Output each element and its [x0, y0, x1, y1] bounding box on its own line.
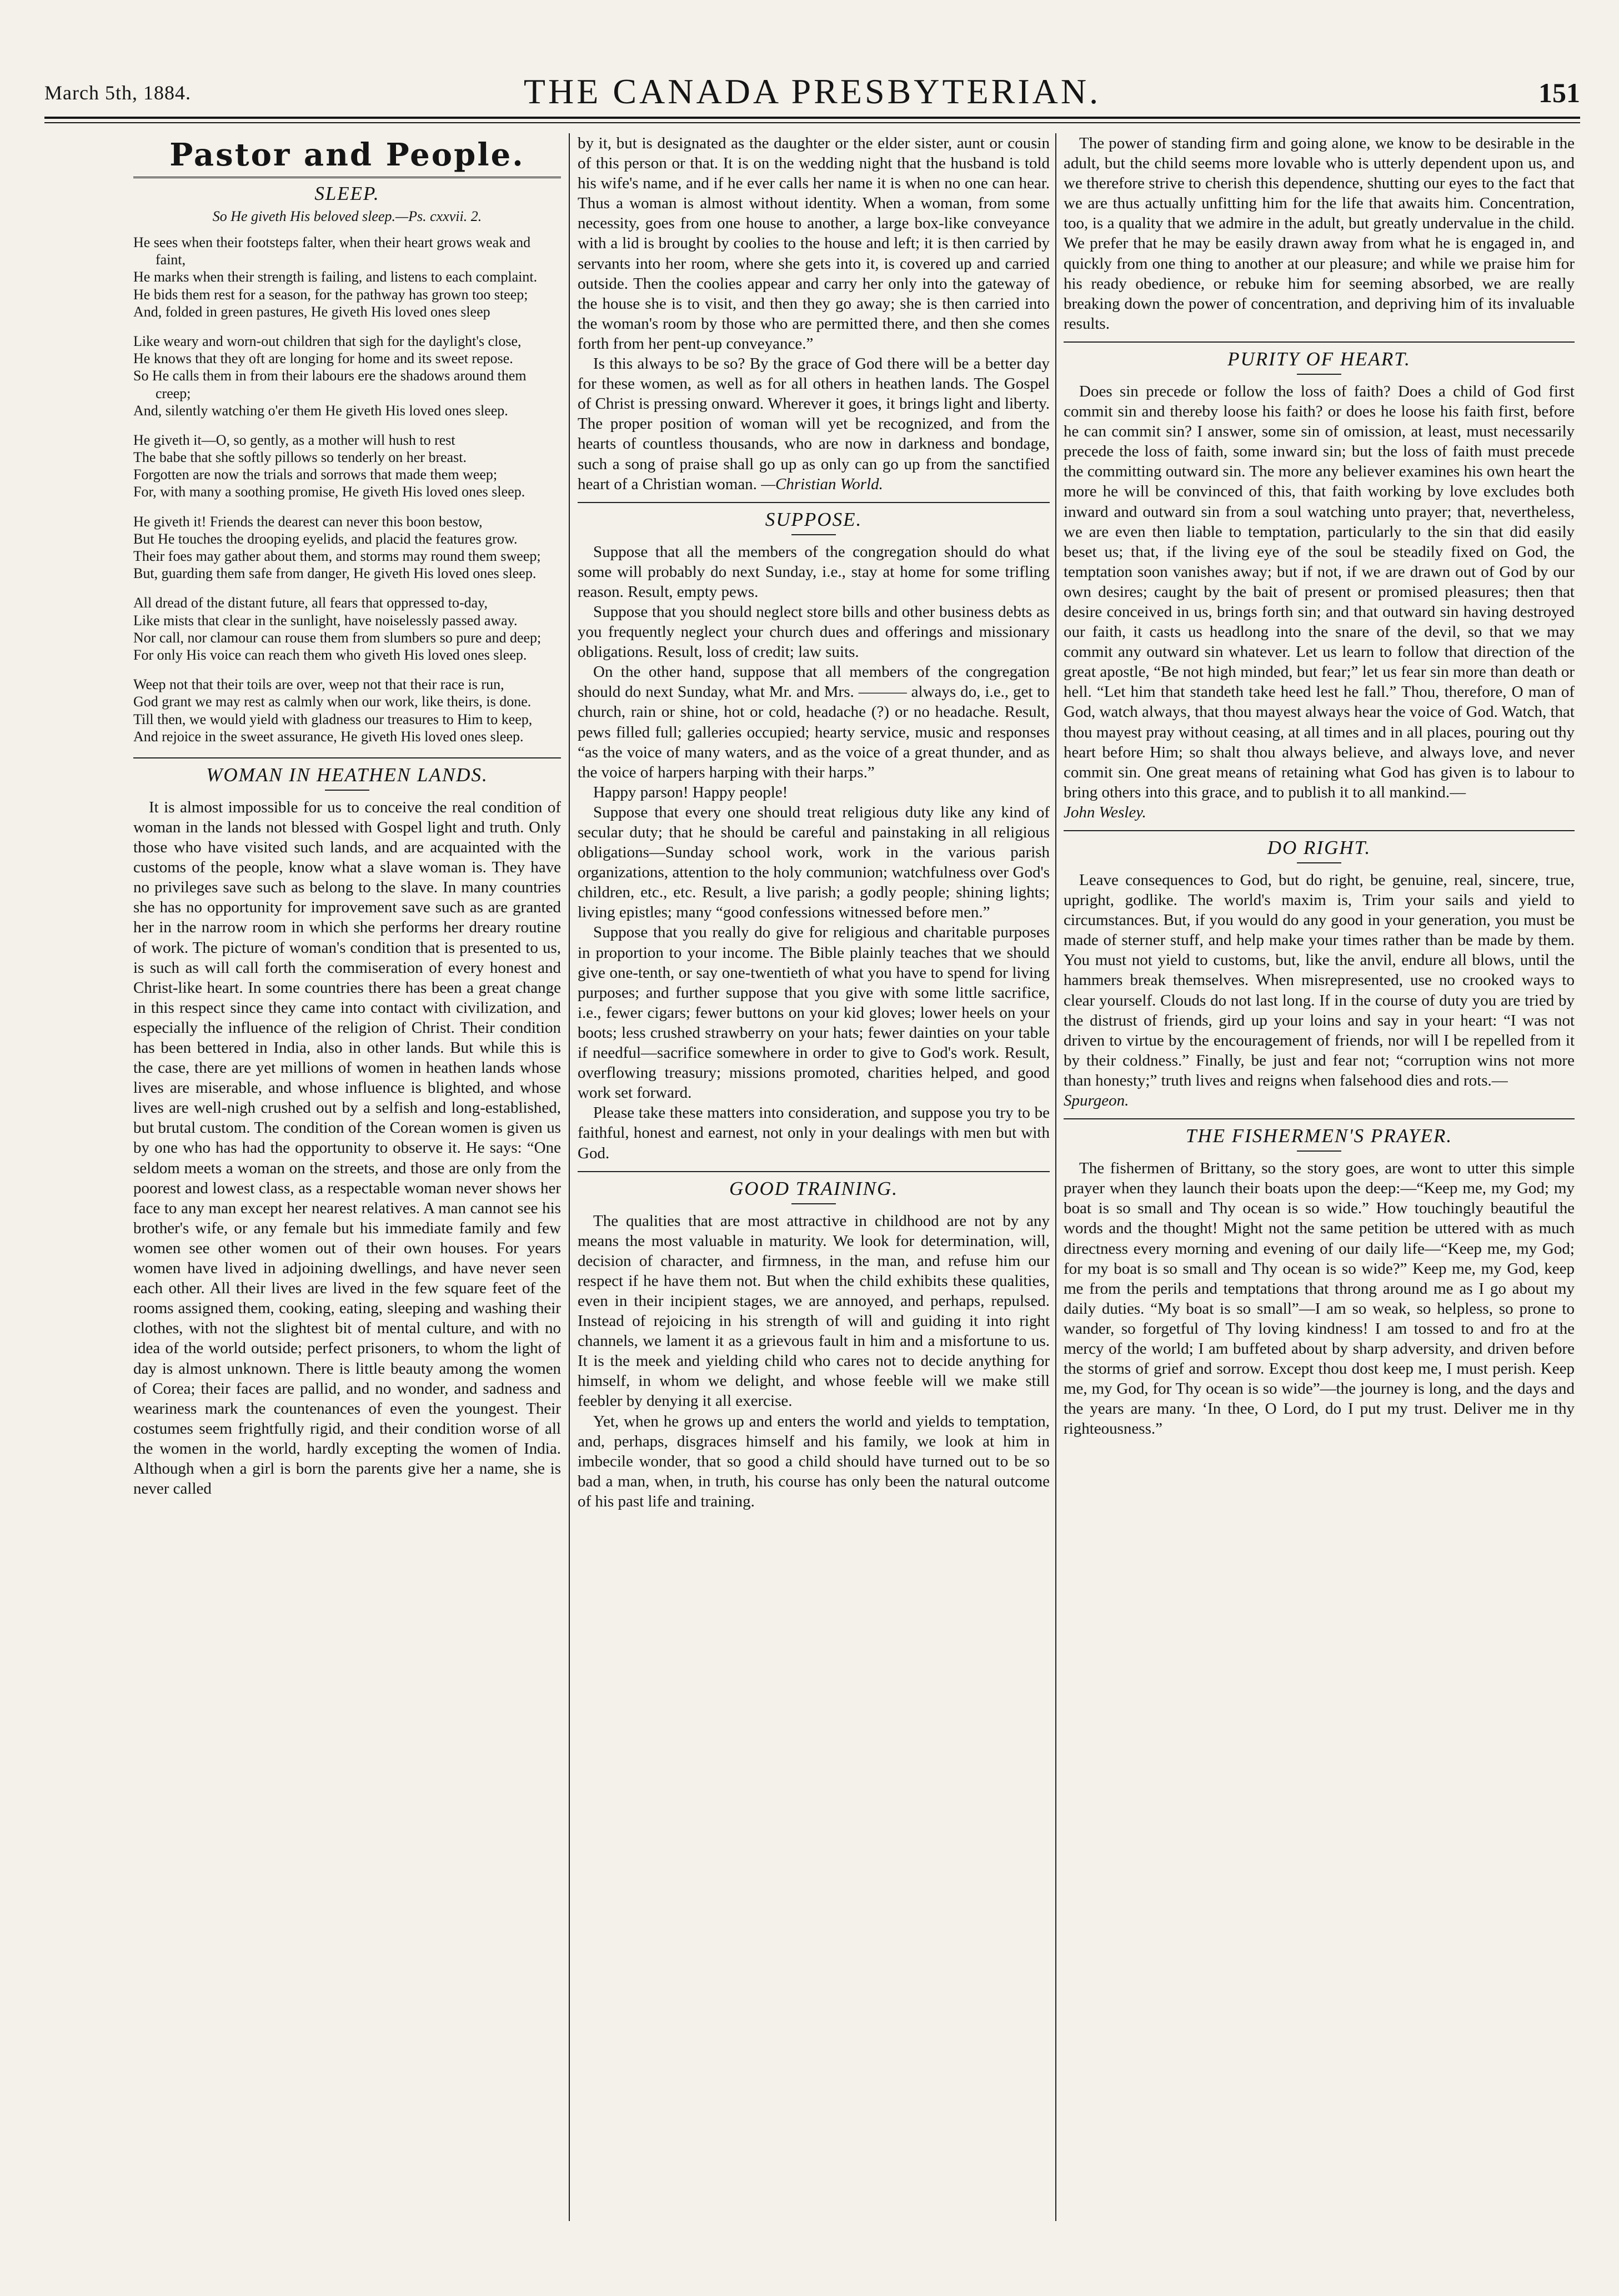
page-number: 151 [1538, 77, 1580, 108]
article-woman-continued [578, 133, 1050, 494]
title-rule [1297, 374, 1341, 375]
column-2 [578, 133, 1050, 2221]
column-1 [133, 133, 561, 2221]
paragraph: by it, but is designated as the daughter or the elder sister, aunt or cousin of this person or that. It is on the wedding night that the husband is told his wife's name, and if he ever calls her name it is when no one can hear. Thus a woman is almost without identity. When a woman, from some necessity, goes from one house to another, a large box-like conveyance with a lid is brought by coolies to the house and left; it is then carried by servants into her room, where she gets into it, is covered up and carried outside. Then the coolies appear and carry her only into the gateway of the house she is to visit, and then they go away; she is then carried into the woman's room by those who are permitted there, and then she comes forth from her pent-up conveyance.” [578, 134, 1050, 353]
title-rule [791, 1203, 836, 1204]
poem-line: Till then, we would yield with gladness our treasures to Him to keep, [133, 711, 533, 727]
paragraph: Happy parson! Happy people! [593, 783, 788, 801]
poem-stanza [133, 513, 561, 582]
paragraph: The fishermen of Brittany, so the story goes, are wont to utter this simple prayer when they launch their boats upon the deep:—“Keep me, my God; my boat is so small and Thy ocean is so wide.” How touchingly beautiful the words and the thought! Might not the same petition be uttered with as much directness every morning and evening of our daily life—“Keep me, my God; for my boat is so small and Thy ocean is so wide?” Keep me, my God, keep me from the perils and temptations that throng around me as I go about my daily duties. “My boat is so small”—I am so weak, so helpless, so prone to wander, so forgetful of Thy loving kindness! I am tossed to and fro at the mercy of the world; I am buffeted about by sharp adversity, and driven before the storms of grief and sorrow. Except thou dost keep me, I must perish. Keep me, my God, for Thy ocean is so wide”—the journey is long, and the days and the years are many. ‘In thee, O Lord, do I put my trust. Deliver me in thy righteousness.” [1064, 1159, 1575, 1438]
poem-stanza [133, 333, 561, 419]
poem-line: For, with many a soothing promise, He giveth His loved ones sleep. [133, 484, 525, 500]
paragraph: Leave consequences to God, but do right, be genuine, real, sincere, true, upright, godlike. The world's maxim is, Trim your sails and yield to circumstances. But, if you would do any good in your generation, you must be made of sterner stuff, and help make your times rather than be made by them. You must not yield to customs, but, like the anvil, endure all blows, until the hammers break themselves. When misrepresented, use no crooked ways to clear yourself. Clouds do not last long. If in the course of duty you are tried by the distrust of friends, gird up your loins and say in your heart: “I was not driven to virtue by the encouragement of friends, nor will I be repelled from it by their coldness.” Finally, be just and fear not; “corruption wins not more than honesty;” truth lives and reigns when falsehood dies and rots.— [1064, 871, 1575, 1089]
masthead-rule [44, 117, 1580, 119]
paragraph: The power of standing firm and going alone, we know to be desirable in the adult, but the child seems more lovable who is utterly dependent upon us, and we therefore strive to cherish this dependence, shutting our eyes to the fact that we are thus actually unfitting him for the life that awaits him. Concentration, too, is a quality that we admire in the adult, but greatly undervalue in the child. We prefer that he may be easily drawn away from what he is engaged in, and quickly from one thing to another at our pleasure; and while we praise him for his ready obedience, or rebuke him for seeming absorbed, we are really breaking down the power of concentration, and depriving him of its invaluable results. [1064, 134, 1575, 333]
column-divider [1055, 133, 1056, 2221]
article-title: GOOD TRAINING. [578, 1171, 1050, 1200]
poem-line: For only His voice can reach them who giveth His loved ones sleep. [133, 646, 527, 663]
paragraph: Suppose that you really do give for religious and charitable purposes in proportion to your income. The Bible plainly teaches that we should give one-tenth, or say one-twentieth of what you have to spend for living purposes; and further suppose that you give with some little sacrifice, i.e., fewer cigars; fewer buttons on your kid gloves; lower heels on your boots; less crushed strawberry on your hats; fewer dainties on your table if needful—sacrifice somewhere in order to give to God's work. Result, overflowing treasury; missions promoted, charities helped, and good work set forward. [578, 923, 1050, 1102]
poem-line: The babe that she softly pillows so tenderly on her breast. [133, 449, 467, 466]
article-good-training-continued [1064, 133, 1575, 334]
poem-line: Like mists that clear in the sunlight, have noiselessly passed away. [133, 612, 518, 629]
article-fishermens-prayer [1064, 1158, 1575, 1439]
paragraph: Yet, when he grows up and enters the world and yields to temptation, and, perhaps, disgraces himself and his family, we look at him in imbecile wonder, that so good a child should have turned out to be so bad a man, when, in truth, his course has only been the natural outcome of his past life and training. [578, 1412, 1050, 1510]
poem-line: Weep not that their toils are over, weep not that their race is run, [133, 676, 504, 693]
author-credit: John Wesley. [1064, 803, 1146, 821]
poem-line: He sees when their footsteps falter, when their heart grows weak and faint, [133, 234, 531, 268]
poem-line: He knows that they oft are longing for home and its sweet repose. [133, 350, 513, 367]
article-purity-of-heart [1064, 381, 1575, 822]
poem-line: God grant we may rest as calmly when our work, like theirs, is done. [133, 694, 532, 710]
poem-epigraph: So He giveth His beloved sleep.—Ps. cxxvii. 2. [212, 208, 482, 224]
poem-line: But He touches the drooping eyelids, and placid the features grow. [133, 530, 518, 547]
poem-line: He giveth it! Friends the dearest can never this boon bestow, [133, 513, 483, 530]
poem-line: And rejoice in the sweet assurance, He giveth His loved ones sleep. [133, 728, 524, 745]
poem-line: Their foes may gather about them, and storms may round them sweep; [133, 548, 541, 564]
source-credit: —Christian World. [761, 475, 883, 493]
title-rule [1297, 1150, 1341, 1152]
poem-line: But, guarding them safe from danger, He giveth His loved ones sleep. [133, 565, 537, 582]
issue-date: March 5th, 1884. [44, 82, 191, 104]
poem-line: Nor call, nor clamour can rouse them from slumbers so pure and deep; [133, 629, 542, 646]
newspaper-title: THE CANADA PRESBYTERIAN. [523, 72, 1101, 111]
column-3 [1064, 133, 1575, 2221]
poem-line: Like weary and worn-out children that sigh for the daylight's close, [133, 333, 522, 349]
paragraph: On the other hand, suppose that all members of the congregation should do next Sunday, what Mr. and Mrs. ——— always do, i.e., get to church, rain or shine, hot or cold, headache (?) or no headache. Result, pews filled full; galleries occupied; hearty service, music and responses “as the voice of many waters, and as the voice of a great thunder, and as the voice of harpers harping with their harps.” [578, 663, 1050, 781]
poem-sleep [133, 234, 561, 745]
poem-line: He giveth it—O, so gently, as a mother will hush to rest [133, 431, 455, 448]
paragraph: Suppose that every one should treat religious duty like any kind of secular duty; that he should be careful and painstaking in all religious obligations—Sunday school work, work in the various parish organizations, attention to the holy communion; watchfulness over God's children, etc., etc. Result, a live parish; a godly people; shining lights; living epistles; many “good confessions witnessed before men.” [578, 803, 1050, 922]
title-rule [325, 790, 369, 791]
department-heading: Pastor and People. [133, 137, 561, 178]
poem-line: Forgotten are now the trials and sorrows that made them weep; [133, 466, 498, 483]
paragraph [578, 354, 1050, 494]
article-title: DO RIGHT. [1064, 830, 1575, 859]
article-title: SLEEP. [314, 183, 380, 204]
poem-line: And, silently watching o'er them He giveth His loved ones sleep. [133, 402, 508, 419]
poem-line: He marks when their strength is failing, and listens to each complaint. [133, 269, 538, 285]
poem-stanza [133, 676, 561, 745]
paragraph: Does sin precede or follow the loss of faith? Does a child of God first commit sin and thereby loose his faith? or does he loose his faith first, before he can commit sin? I answer, some sin of omission, at least, must necessarily precede the loss of faith, some inward sin; but the loss of faith must precede the committing outward sin. The more any believer examines his own heart the more he will be convinced of this, that faith working by love excludes both inward and outward sin from a soul watching unto prayer; that, nevertheless, we are even then liable to temptation, particularly to the sin that did easily beset us; that, if the living eye of the soul be steadily fixed on God, the temptation soon vanishes away; but if not, if we are drawn out of God by our own desires; caught by the bait of present or promised pleasures; then that desire conceived in us, brings forth sin; and that outward sin having destroyed our faith, it casts us headlong into the snare of the devil, so that we may commit any outward sin whatever. Let us learn to follow that direction of the great apostle, “Be not high minded, but fear;” let us fear sin more than death or hell. “Let him that standeth take heed lest he fall.” Thou, therefore, O man of God, watch always, that thou mayest always hear the voice of God. Watch, that thou mayest pray without ceasing, at all times and in all places, pouring out thy heart before Him; so shalt thou always believe, and always love, and never commit sin. One great means of retaining what God has given is to labour to bring others into this grace, and to publish it to all mankind.— [1064, 382, 1575, 801]
poem-line: He bids them rest for a season, for the pathway has grown too steep; [133, 286, 528, 303]
article-title: PURITY OF HEART. [1064, 341, 1575, 370]
poem-stanza [133, 594, 561, 664]
paragraph-text: Is this always to be so? By the grace of God there will be a better day for these women, as well as for all others in heathen lands. The Gospel of Christ is pressing onward. Wherever it goes, it brings light and liberty. The proper position of woman will yet be recognized, and from the hearts of countless thousands, who are now in darkness and bondage, such a song of praise shall go up as only can go up from the sanctified heart of a Christian woman. [578, 355, 1050, 493]
title-rule [791, 534, 836, 535]
author-credit: Spurgeon. [1064, 1092, 1129, 1110]
title-rule [1297, 862, 1341, 863]
poem-line: So He calls them in from their labours ere the shadows around them creep; [133, 368, 527, 401]
poem-line: And, folded in green pastures, He giveth His loved ones sleep [133, 303, 490, 320]
article-do-right [1064, 870, 1575, 1111]
article-title: SUPPOSE. [578, 502, 1050, 531]
article-woman-heathen-lands [133, 797, 561, 1499]
paragraph: Suppose that you should neglect store bills and other business debts as you frequently neglect your church dues and offerings and missionary obligations. Result, loss of credit; law suits. [578, 602, 1050, 661]
poem-stanza [133, 234, 561, 320]
article-good-training [578, 1211, 1050, 1511]
poem-line: All dread of the distant future, all fears that oppressed to-day, [133, 595, 488, 611]
article-title: WOMAN IN HEATHEN LANDS. [133, 757, 561, 786]
paragraph: Suppose that all the members of the congregation should do what some will probably do next Sunday, i.e., stay at home for some trifling reason. Result, empty pews. [578, 542, 1050, 601]
paragraph: Please take these matters into consideration, and suppose you try to be faithful, honest and earnest, not only in your dealings with men but with God. [578, 1104, 1050, 1162]
poem-stanza [133, 431, 561, 501]
paragraph: It is almost impossible for us to conceive the real condition of woman in the lands not blessed with Gospel light and truth. Only those who have visited such lands, and are acquainted with the customs of the people, know what a slave woman is. They have no privileges save such as belong to the slave. In many countries she has no opportunity for improvement save such as are granted her in the narrow room in which she performs her dreary routine of work. The picture of woman's condition that is presented to us, is such as will call forth the commiseration of every honest and Christ-like heart. In some countries there has been a great change in this respect since they came into contact with civilization, and especially the influence of the religion of Christ. Their condition has been bettered in India, also in other lands. But while this is the case, there are yet millions of women in heathen lands whose lives are miserable, and whose influence is blighted, and whose lives are well-nigh crushed out by a selfish and long-established, but brutal custom. The condition of the Corean women is given us by one who has had the opportunity to observe it. He says: “One seldom meets a woman on the streets, and those are only from the poorest and lowest class, as a respectable woman never shows her face to any man except her nearest relatives. A man cannot see his brother's wife, or any female but his immediate family and few women see other women out of their own houses. For years women have lived in adjoining dwellings, and have never seen each other. All their lives are lived in the few square feet of the rooms assigned them, cooking, eating, sleeping and washing their clothes, with not the slightest bit of mental culture, and with no idea of the world outside; perfect prisoners, to whom the light of day is almost unknown. There is little beauty among the women of Corea; their faces are pallid, and no wonder, and sadness and weariness mark the countenances of even the youngest. Their costumes seem frightfully rigid, and their condition worse of all the women in the world, hardly excepting the women of India. Although when a girl is born the parents give her a name, she is never called [133, 798, 561, 1498]
article-title: THE FISHERMEN'S PRAYER. [1064, 1118, 1575, 1147]
masthead [44, 71, 1580, 110]
article-suppose [578, 542, 1050, 1163]
paragraph: The qualities that are most attractive in childhood are not by any means the most valuable in maturity. We look for determination, will, decision of character, and firmness, in the man, and refuse him our respect if he have them not. But when the child exhibits these qualities, even in their incipient stages, we are annoyed, and perhaps, repulsed. Instead of rejoicing in his strength of will and guiding it into right channels, we lament it as a grievous fault in him and a misfortune to us. It is the meek and yielding child who cares not to decide anything for himself, in whom we delight, and whose feeble will we make still feebler by denying it all exercise. [578, 1212, 1050, 1410]
masthead-rule-thin [44, 122, 1580, 123]
column-divider [569, 133, 570, 2221]
